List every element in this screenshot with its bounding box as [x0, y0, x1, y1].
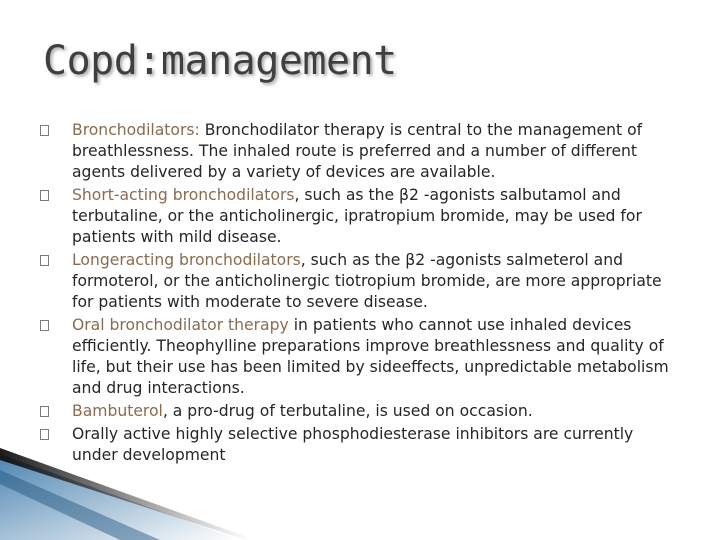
bullet-box-icon [40, 320, 49, 331]
bullet-box-icon [40, 406, 49, 417]
bullet-text: in patients who cannot use inhaled devices efficiently. Theophylline preparations improve breathlessness and quality of life, but their use has been limited by sideeffects, unpredictable metabolism and drug interactions. [72, 316, 669, 397]
bullet-box-icon [40, 190, 49, 201]
bullet-lead: Short-acting bronchodilators [72, 186, 295, 204]
bullet-box-icon [40, 255, 49, 266]
bullet-item [40, 250, 680, 313]
bullet-item [40, 315, 680, 399]
bullet-item [40, 120, 680, 183]
bullet-text: Bronchodilator therapy is central to the management of breathlessness. The inhaled route is preferred and a number of different agents delivered by a variety of devices are available. [72, 121, 643, 181]
bullet-lead: Bronchodilators: [72, 121, 205, 139]
bullet-text: , such as the β2 -agonists salmeterol and formoterol, or the anticholinergic tiotropium bromide, are more appropriate for patients with moderate to severe disease. [72, 251, 662, 311]
bullet-text: Orally active highly selective phosphodiesterase inhibitors are currently under development [72, 425, 634, 464]
bullet-text: , a pro-drug of terbutaline, is used on occasion. [162, 402, 533, 420]
slide-title: Copd:management [43, 38, 397, 84]
bullet-item [40, 401, 680, 422]
bullet-text: , such as the β2 -agonists salbutamol and terbutaline, or the anticholinergic, ipratropium bromide, may be used for patients with mild disease. [72, 186, 642, 246]
bullet-lead: Longeracting bronchodilators [72, 251, 301, 269]
bullet-lead: Bambuterol [72, 402, 163, 420]
bullet-item [40, 185, 680, 248]
bullet-lead: Oral bronchodilator therapy [72, 316, 289, 334]
bullet-list [40, 120, 680, 468]
corner-swoosh-decoration [0, 440, 720, 540]
bullet-box-icon [40, 125, 49, 136]
bullet-box-icon [40, 429, 49, 440]
